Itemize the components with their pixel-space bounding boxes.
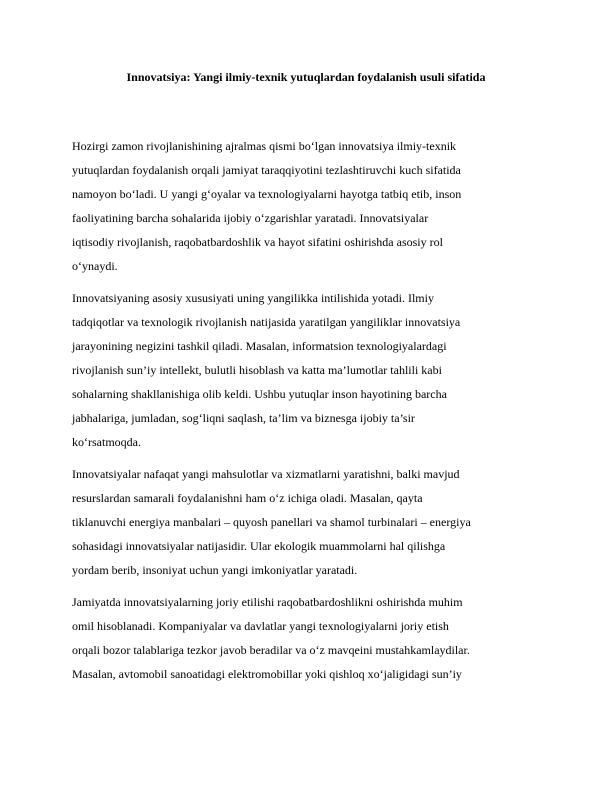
text-line: faoliyatining barcha sohalarida ijobiy o‘zgarishlar yaratadi. Innovatsiyalar: [72, 211, 429, 225]
text-line: jarayonining negizini tashkil qiladi. Masalan, informatsion texnologiyalardagi: [72, 339, 447, 353]
text-line: Masalan, avtomobil sanoatidagi elektromobillar yoki qishloq xo‘jaligidagi sun’iy: [72, 667, 462, 681]
text-line: Innovatsiyalar nafaqat yangi mahsulotlar va xizmatlarni yaratishni, balki mavjud: [72, 467, 460, 481]
paragraph-3: [72, 462, 546, 582]
text-line: sohalarning shakllanishiga olib keldi. Ushbu yutuqlar inson hayotining barcha: [72, 387, 447, 401]
text-line: Innovatsiyaning asosiy xususiyati uning yangilikka intilishida yotadi. Ilmiy: [72, 291, 434, 305]
text-line: namoyon bo‘ladi. U yangi g‘oyalar va texnologiyalarni hayotga tatbiq etib, inson: [72, 187, 462, 201]
text-line: o‘ynaydi.: [72, 259, 118, 273]
text-line: iqtisodiy rivojlanish, raqobatbardoshlik va hayot sifatini oshirishda asosiy rol: [72, 235, 443, 249]
text-line: yutuqlardan foydalanish orqali jamiyat taraqqiyotini tezlashtiruvchi kuch sifatida: [72, 163, 461, 177]
text-line: rivojlanish sun’iy intellekt, bulutli hisoblash va katta ma’lumotlar tahlili kabi: [72, 363, 442, 377]
paragraph-2: [72, 286, 546, 454]
document-title: Innovatsiya: Yangi ilmiy-texnik yutuqlardan foydalanish usuli sifatida: [126, 70, 486, 84]
text-line: yordam berib, insoniyat uchun yangi imkoniyatlar yaratadi.: [72, 563, 358, 577]
text-line: orqali bozor talablariga tezkor javob beradilar va o‘z mavqeini mustahkamlaydilar.: [72, 643, 470, 657]
text-line: tadqiqotlar va texnologik rivojlanish natijasida yaratilgan yangiliklar innovatsiya: [72, 315, 461, 329]
text-line: tiklanuvchi energiya manbalari – quyosh panellari va shamol turbinalari – energiya: [72, 515, 471, 529]
text-line: jabhalariga, jumladan, sog‘liqni saqlash, ta’lim va biznesga ijobiy ta’sir: [72, 411, 415, 425]
document-body: [72, 134, 546, 694]
text-line: resurslardan samarali foydalanishni ham o‘z ichiga oladi. Masalan, qayta: [72, 491, 423, 505]
text-line: sohasidagi innovatsiyalar natijasidir. Ular ekologik muammolarni hal qilishga: [72, 539, 446, 553]
paragraph-4: [72, 590, 546, 686]
text-line: Hozirgi zamon rivojlanishining ajralmas qismi bo‘lgan innovatsiya ilmiy-texnik: [72, 139, 457, 153]
text-line: omil hisoblanadi. Kompaniyalar va davlatlar yangi texnologiyalarni joriy etish: [72, 619, 449, 633]
text-line: ko‘rsatmoqda.: [72, 435, 141, 449]
paragraph-1: [72, 134, 546, 278]
text-line: Jamiyatda innovatsiyalarning joriy etilishi raqobatbardoshlikni oshirishda muhim: [72, 595, 463, 609]
